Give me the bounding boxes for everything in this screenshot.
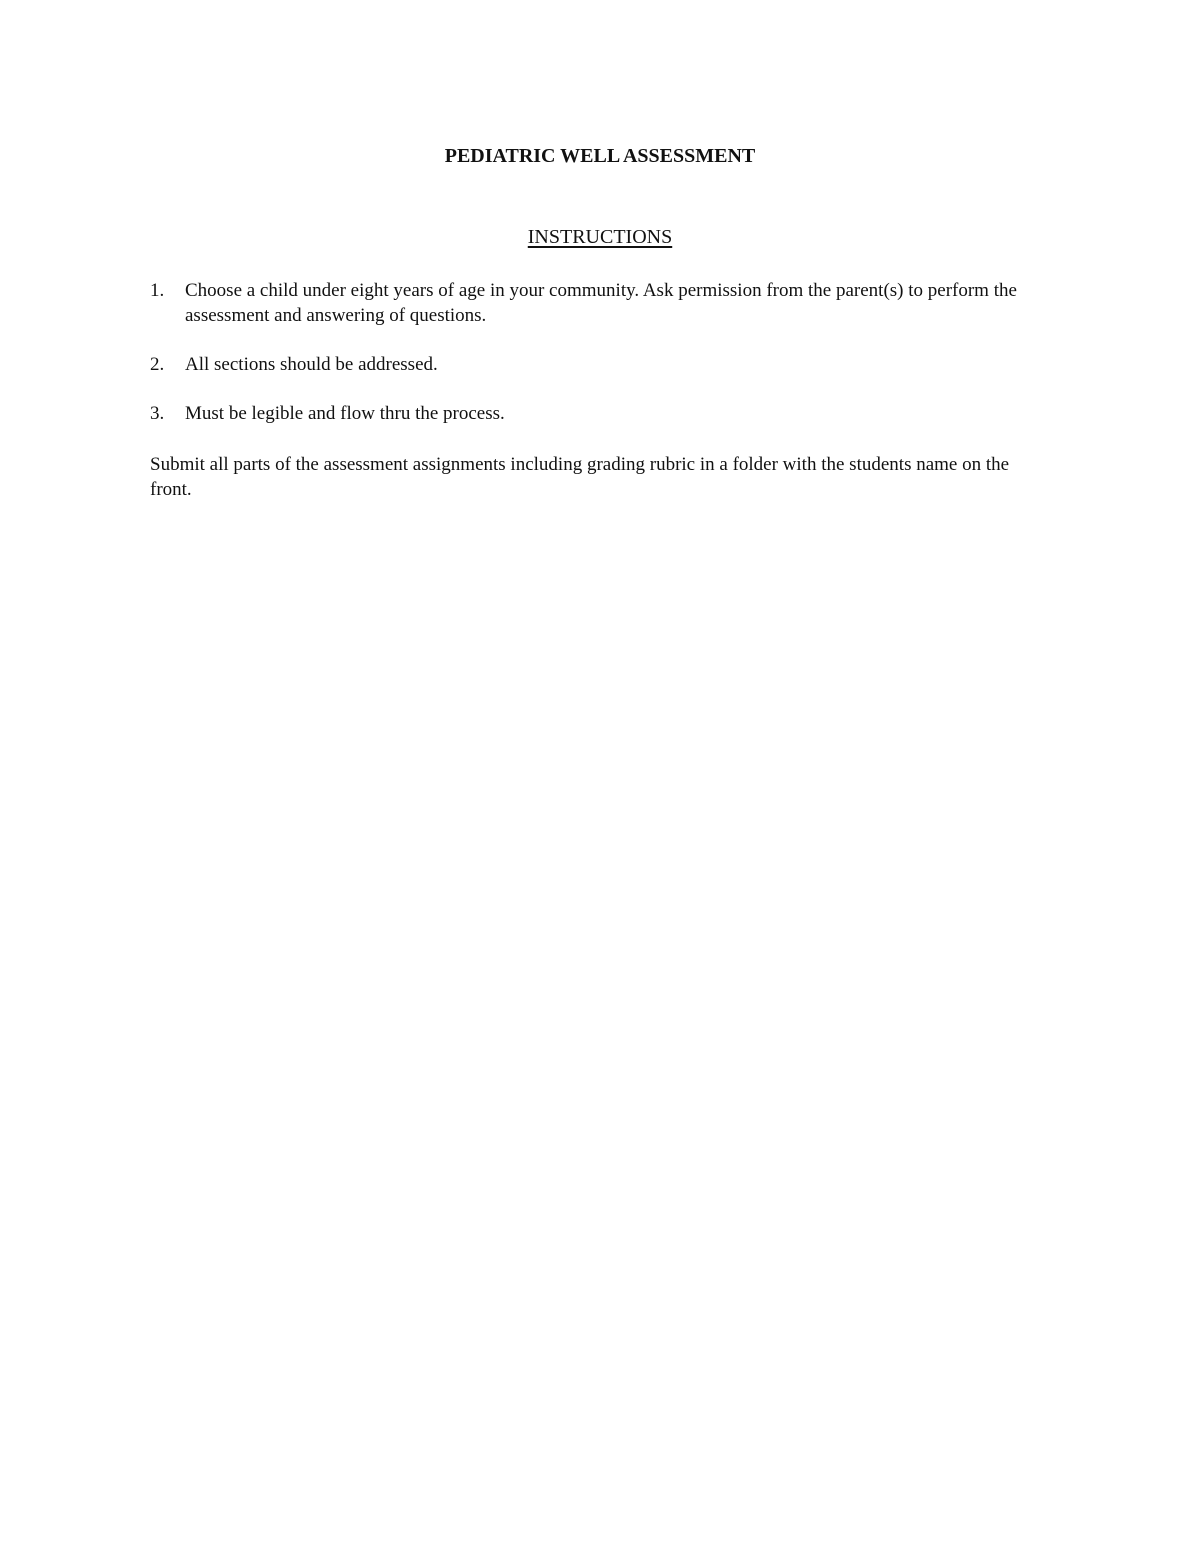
list-item-text: Choose a child under eight years of age in your community. Ask permission from the parent(s) to perform the assessment and answering of questions.	[185, 280, 1017, 326]
document-title: PEDIATRIC WELL ASSESSMENT	[444, 145, 756, 167]
list-item	[150, 401, 1040, 426]
instructions-heading: INSTRUCTIONS	[527, 226, 673, 248]
list-item	[150, 278, 1040, 328]
list-item-text: Must be legible and flow thru the process.	[185, 403, 505, 424]
list-item-number: 2.	[150, 354, 165, 375]
list-item-text: All sections should be addressed.	[185, 354, 438, 375]
instructions-list	[150, 278, 1040, 450]
submission-note: Submit all parts of the assessment assignments including grading rubric in a folder with the students name on the front.	[150, 454, 1010, 500]
list-item-number: 3.	[150, 403, 165, 424]
list-item-number: 1.	[150, 280, 165, 301]
list-item	[150, 352, 1040, 377]
